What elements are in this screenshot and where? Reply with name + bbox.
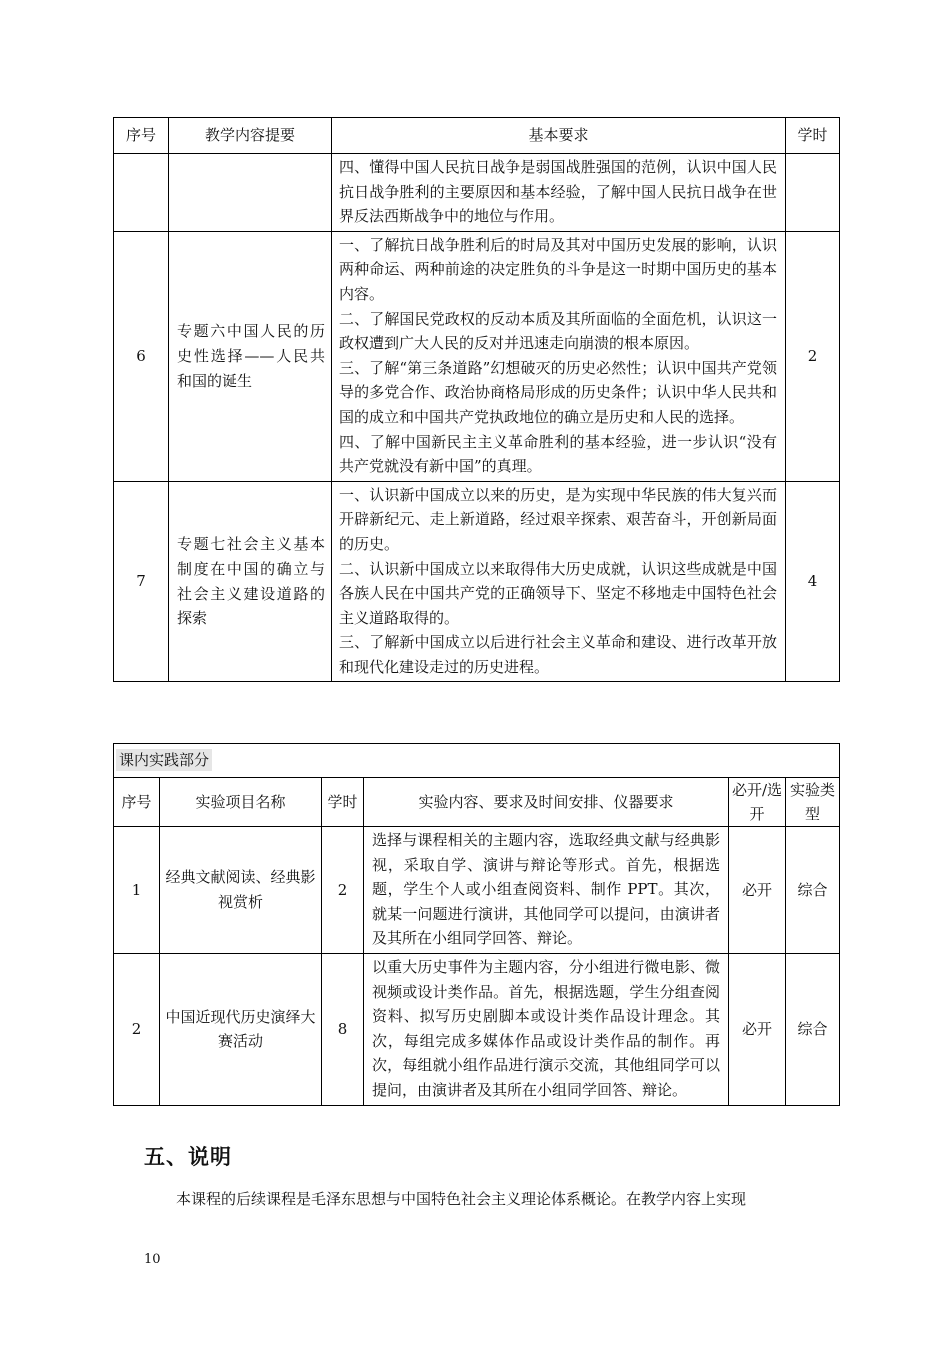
row-name: 经典文献阅读、经典影视赏析 (160, 827, 322, 954)
requirement-item: 二、认识新中国成立以来取得伟大历史成就，认识这些成就是中国各族人民在中国共产党的正确领导下、坚定不移地走中国特色社会主义道路取得的。 (339, 559, 777, 627)
row-type: 综合 (786, 827, 840, 954)
table-header-row (114, 118, 840, 154)
section-title: 课内实践部分 (116, 749, 212, 771)
requirement-item: 一、了解抗日战争胜利后的时局及其对中国历史发展的影响，认识两种命运、两种前途的决定胜负的斗争是这一时期中国历史的基本内容。 (339, 235, 777, 303)
header-hours: 学时 (322, 778, 364, 827)
row-topic: 专题六中国人民的历史性选择——人民共和国的诞生 (169, 231, 332, 481)
requirement-item: 三、了解“第三条道路”幻想破灭的历史必然性；认识中国共产党领导的多党合作、政治协商格局形成的历史条件；认识中华人民共和国的成立和中国共产党执政地位的确立是历史和人民的选择。 (339, 358, 777, 426)
row-type: 综合 (786, 953, 840, 1105)
row-no: 1 (114, 827, 160, 954)
row-hours: 2 (786, 231, 840, 481)
requirement-item: 四、懂得中国人民抗日战争是弱国战胜强国的范例，认识中国人民抗日战争胜利的主要原因和基本经验，了解中国人民抗日战争在世界反法西斯战争中的地位与作用。 (339, 158, 777, 226)
header-hours: 学时 (786, 118, 840, 154)
requirement-item: 三、了解新中国成立以后进行社会主义革命和建设、进行改革开放和现代化建设走过的历史进程。 (339, 633, 777, 676)
section-title-row (114, 744, 840, 778)
table-row (114, 481, 840, 682)
row-hours (786, 154, 840, 232)
section-paragraph: 本课程的后续课程是毛泽东思想与中国特色社会主义理论体系概论。在教学内容上实现 (176, 1190, 747, 1208)
header-requirements: 基本要求 (332, 118, 786, 154)
section-title-cell (114, 744, 840, 778)
row-hours: 4 (786, 481, 840, 682)
header-name: 实验项目名称 (160, 778, 322, 827)
table-row (114, 154, 840, 232)
requirement-item: 一、认识新中国成立以来的历史，是为实现中华民族的伟大复兴而开辟新纪元、走上新道路，经过艰辛探索、艰苦奋斗，开创新局面的历史。 (339, 485, 777, 553)
row-no: 7 (114, 481, 169, 682)
table-row (114, 231, 840, 481)
teaching-content-table (113, 117, 840, 682)
row-topic (169, 154, 332, 232)
row-name: 中国近现代历史演绎大赛活动 (160, 953, 322, 1105)
requirement-item: 二、了解国民党政权的反动本质及其所面临的全面危机，认识这一政权遭到广大人民的反对并迅速走向崩溃的根本原因。 (339, 309, 777, 353)
table-row (114, 827, 840, 954)
row-requirements (332, 231, 786, 481)
header-no: 序号 (114, 118, 169, 154)
header-no: 序号 (114, 778, 160, 827)
header-type: 实验类型 (786, 778, 840, 827)
page-number: 10 (144, 1252, 161, 1267)
row-requirements (332, 481, 786, 682)
requirement-item: 四、了解中国新民主主义革命胜利的基本经验，进一步认识“没有共产党就没有新中国”的真理。 (339, 432, 777, 476)
row-required: 必开 (729, 953, 786, 1105)
row-no: 6 (114, 231, 169, 481)
row-content: 选择与课程相关的主题内容，选取经典文献与经典影视，采取自学、演讲与辩论等形式。首先，根据选题，学生个人或小组查阅资料、制作 PPT。其次，就某一问题进行演讲，其他同学可以提问，由演讲者及其所在小组同学回答、辩论。 (364, 827, 729, 954)
row-requirements (332, 154, 786, 232)
section-heading: 五、说明 (144, 1144, 232, 1169)
header-topic: 教学内容提要 (169, 118, 332, 154)
practice-table (113, 743, 840, 1106)
header-content: 实验内容、要求及时间安排、仪器要求 (364, 778, 729, 827)
row-required: 必开 (729, 827, 786, 954)
row-no: 2 (114, 953, 160, 1105)
row-hours: 2 (322, 827, 364, 954)
row-topic: 专题七社会主义基本制度在中国的确立与社会主义建设道路的探索 (169, 481, 332, 682)
row-content: 以重大历史事件为主题内容，分小组进行微电影、微视频或设计类作品。首先，根据选题，学生分组查阅资料、拟写历史剧脚本或设计类作品设计理念。其次，每组完成多媒体作品或设计类作品的制作。再次，每组就小组作品进行演示交流，其他组同学可以提问，由演讲者及其所在小组同学回答、辩论。 (364, 953, 729, 1105)
table-row (114, 953, 840, 1105)
row-no (114, 154, 169, 232)
header-required: 必开/选开 (729, 778, 786, 827)
table-header-row (114, 778, 840, 827)
row-hours: 8 (322, 953, 364, 1105)
